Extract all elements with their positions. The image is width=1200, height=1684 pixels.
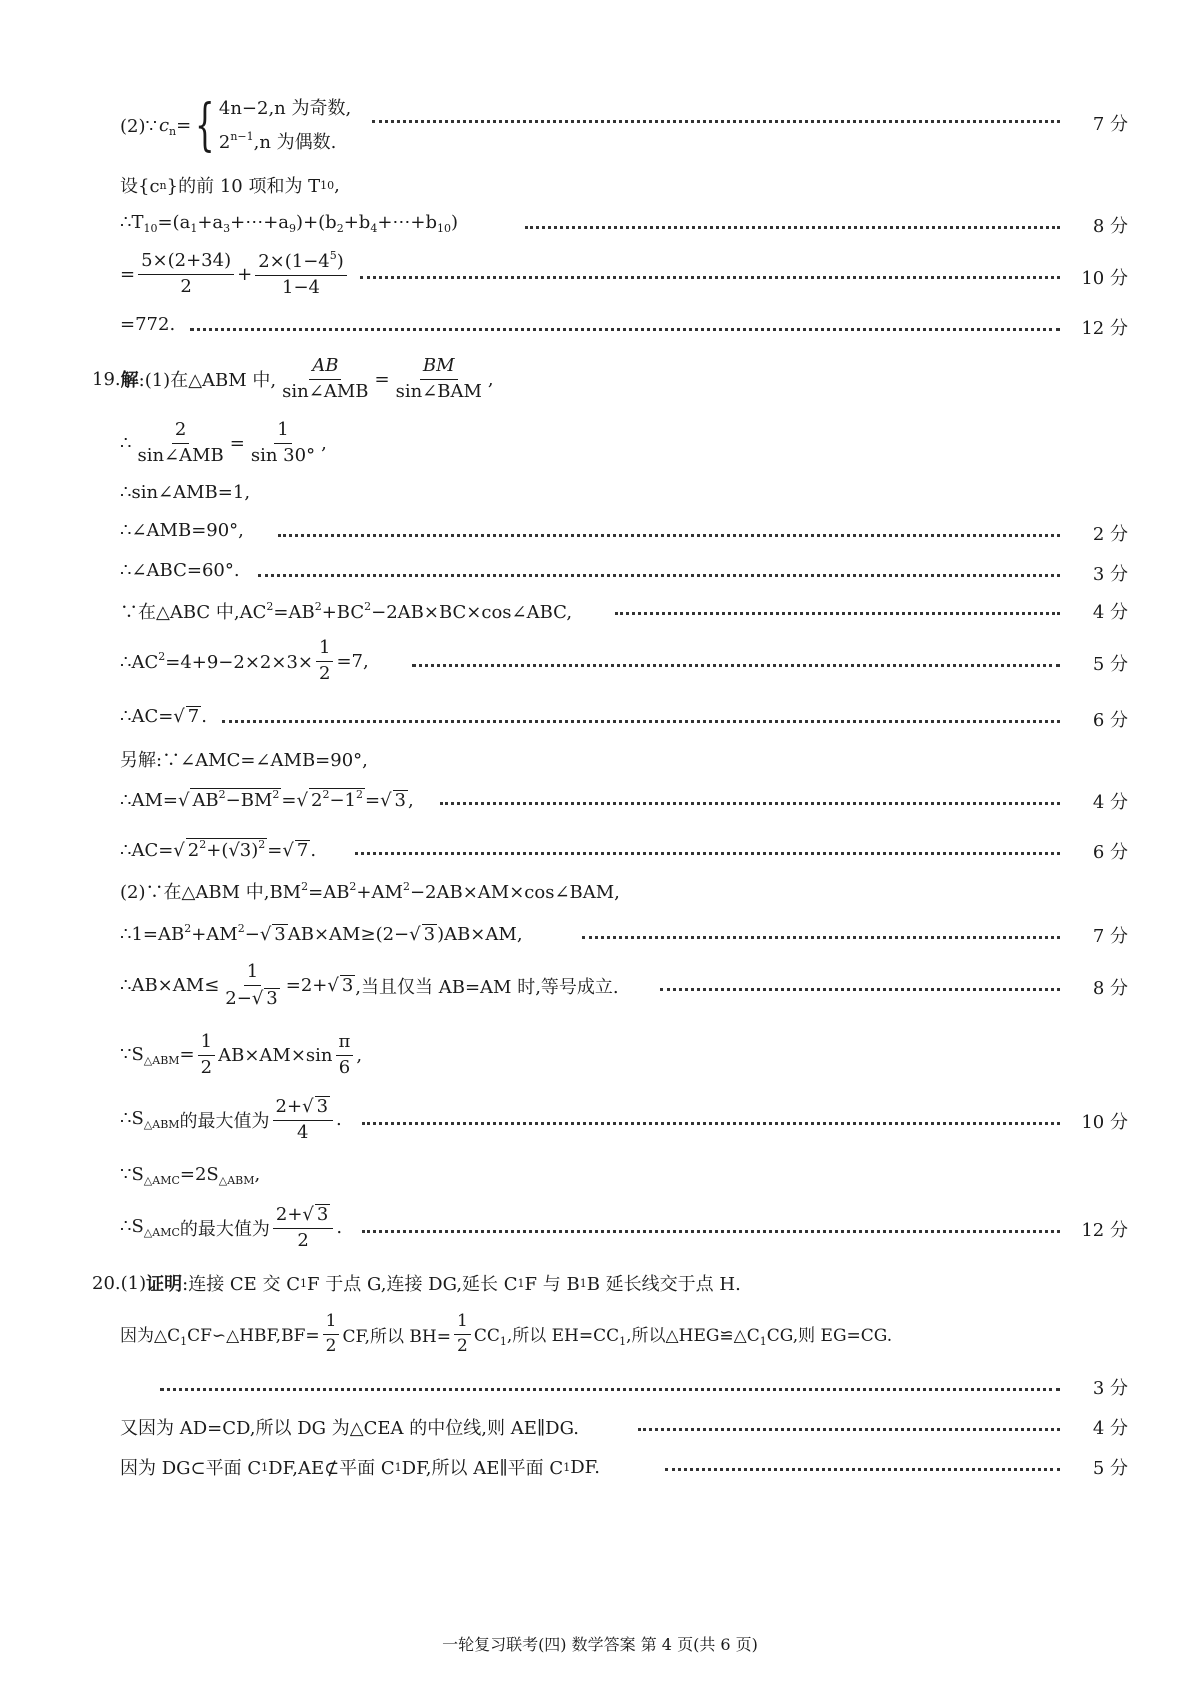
score-mark: 7 分	[1092, 926, 1128, 947]
fraction: $\frac{2+√ 3}{2}$	[273, 1204, 333, 1251]
max-amc: $\therefore S_{\triangle AMC}$ 的最大值为 $\frac{2+√ 3}{2}$ .	[120, 1204, 343, 1251]
dot-leader	[222, 720, 1060, 723]
score-mark: 7 分	[1092, 114, 1128, 135]
page-footer: 一轮复习联考(四) 数学答案 第 4 页(共 6 页)	[442, 1635, 758, 1654]
alt-solution-title: 另解:∵∠AMC=∠AMB=90°,	[120, 750, 368, 771]
parallel-plane-step: 因为 DG⊂平面 C 1 DF,AE⊄平面 C 1 DF,所以 AE∥平面 C 1 DF.	[120, 1456, 601, 1479]
question-20-title: 20.(1) 证明 :连接 CE 交 C 1 F 于点 G,连接 DG,延长 C 1 F 与 B 1 B 延长线交于点 H.	[92, 1272, 741, 1295]
score-mark: 5 分	[1092, 1458, 1128, 1479]
dot-leader	[665, 1468, 1060, 1471]
dot-leader	[372, 120, 1060, 123]
step-sin: ∴sin∠AMB=1,	[120, 482, 251, 503]
t10-fraction: = $\frac{5\times(2+34)}{2}$ + $\frac{2\times(1-4^5)}{1-4}$	[120, 250, 350, 298]
dot-leader	[615, 612, 1060, 615]
cn-symbol: $c_n=$	[158, 114, 192, 138]
score-mark: 8 分	[1092, 978, 1128, 999]
score-mark: 4 分	[1092, 602, 1128, 623]
score-mark: 8 分	[1092, 216, 1128, 237]
score-mark: 6 分	[1092, 842, 1128, 863]
score-mark: 10 分	[1081, 1112, 1128, 1133]
score-mark: 4 分	[1092, 792, 1128, 813]
dot-leader	[638, 1428, 1060, 1431]
fraction: $\frac{1}{2-√ 3}$	[225, 961, 278, 1009]
fraction: $\frac{1}{\sin 30^\circ}$	[250, 419, 316, 466]
score-mark: 4 分	[1092, 1418, 1128, 1439]
score-mark: 2 分	[1092, 524, 1128, 545]
dot-leader	[362, 1122, 1060, 1125]
t10-sum: $\therefore T_{10}=(a_1+a_3+\cdots+a_9)+(b_2+b_4+\cdots+b_{10})$	[120, 212, 459, 235]
left-brace: {	[195, 93, 215, 159]
dot-leader	[660, 988, 1060, 991]
fraction: $\frac{1}{2}$	[454, 1312, 471, 1356]
fraction: $\frac{AB}{\text{sin∠AMB}}$	[282, 355, 369, 402]
fraction: $\frac{\pi}{6}$	[336, 1032, 354, 1078]
dot-leader	[412, 664, 1060, 667]
max-abm: $\therefore S_{\triangle ABM}$ 的最大值为 $\frac{2+√ 3}{4}$ .	[120, 1096, 342, 1143]
cn-case-odd: 4n−2,n 为奇数,	[218, 98, 352, 119]
sine-law-substitution: ∴ $\frac{2}{\text{sin∠AMB}}$ = $\frac{1}{\sin 30^\circ}$ ,	[120, 419, 327, 466]
score-mark: 10 分	[1081, 268, 1128, 289]
ac-squared: $\therefore AC^2=4+9-2\times 2\times 3\times$ $\frac{1}{2}$ =7,	[120, 637, 369, 684]
t10-result: =772.	[120, 314, 176, 335]
area-relation: $\because S_{\triangle AMC}=2S_{\triangle ABM}$,	[120, 1164, 261, 1187]
score-mark: 5 分	[1092, 654, 1128, 675]
midline-step: 又因为 AD=CD,所以 DG 为△CEA 的中位线,则 AE∥DG.	[120, 1418, 580, 1439]
question-19-title: 19. 解 :(1)在△ABM 中, $\frac{AB}{\text{sin∠AMB}}$ = $\frac{BM}{\text{sin∠BAM}}$ ,	[92, 355, 494, 402]
ac-alt-value: ∴AC=√ $2^2+(√3)^2$ =√ 7 .	[120, 838, 317, 861]
fraction: $\frac{1}{2}$	[316, 638, 333, 684]
fraction: $\frac{2\times(1-4^5)}{1-4}$	[255, 250, 347, 298]
dot-leader	[360, 276, 1060, 279]
am-value: ∴AM=√ $AB^2-BM^2$ =√ $2^2-1^2$ =√ 3 ,	[120, 788, 414, 811]
score-mark: 12 分	[1081, 318, 1128, 339]
product-bound: ∴AB×AM≤ $\frac{1}{2-√ 3}$ =2+√ 3 ,当且仅当 AB=AM 时,等号成立.	[120, 961, 619, 1009]
dot-leader	[440, 802, 1060, 805]
dot-leader	[355, 852, 1060, 855]
dot-leader	[160, 1388, 1060, 1391]
score-mark: 6 分	[1092, 710, 1128, 731]
cosine-law: ∵在△ABC 中$,AC^2=AB^2+BC^2-2AB\times BC\times\cos\angle ABC$,	[120, 600, 573, 623]
cn-cases	[219, 92, 351, 160]
dot-leader	[190, 328, 1060, 331]
dot-leader	[362, 1230, 1060, 1233]
fraction: $\frac{2}{\text{sin∠AMB}}$	[137, 419, 224, 466]
similarity-step: 因为$\triangle C_1CF∽\triangle HBF,BF=$ $\frac{1}{2}$ CF,所以 BH= $\frac{1}{2}$ $CC_1$,所以 $EH=CC_1$,所以$\triangle HEG≌\triangle C_1CG$,则 EG=CG.	[120, 1311, 893, 1356]
step-amb: ∴∠AMB=90°,	[120, 520, 244, 541]
cn-case-even: $2^{n-1},n$ 为偶数.	[218, 130, 337, 154]
step-abc: ∴∠ABC=60°.	[120, 560, 240, 581]
fraction: $\frac{BM}{\text{sin∠BAM}}$	[395, 355, 482, 402]
dot-leader	[582, 936, 1060, 939]
cn-definition	[120, 92, 351, 160]
dot-leader	[525, 226, 1060, 229]
inequality-step: $\therefore 1=AB^2+AM^2-√$ 3 AB×AM≥(2−√ 3 )AB×AM,	[120, 922, 523, 945]
fraction: $\frac{2+√ 3}{4}$	[273, 1096, 333, 1143]
score-mark: 3 分	[1092, 1378, 1128, 1399]
part2-cosine: (2)∵在△ABM 中$,BM^2=AB^2+AM^2-2AB\times AM\times\cos\angle BAM$,	[120, 880, 620, 903]
fraction: $\frac{5\times(2+34)}{2}$	[138, 251, 234, 297]
dot-leader	[258, 574, 1060, 577]
score-mark: 12 分	[1081, 1220, 1128, 1241]
score-mark: 3 分	[1092, 564, 1128, 585]
ac-value: ∴AC=√ 7 .	[120, 706, 207, 727]
part2-prefix: (2)∵	[120, 115, 157, 137]
t10-definition: 设{c n }的前 10 项和为 T 10 ,	[120, 174, 340, 197]
dot-leader	[278, 534, 1060, 537]
fraction: $\frac{1}{2}$	[323, 1312, 340, 1356]
fraction: $\frac{1}{2}$	[198, 1032, 215, 1078]
area-formula: $\because S_{\triangle ABM}=$ $\frac{1}{2}$ AB×AM×sin $\frac{\pi}{6}$ ,	[120, 1031, 363, 1078]
